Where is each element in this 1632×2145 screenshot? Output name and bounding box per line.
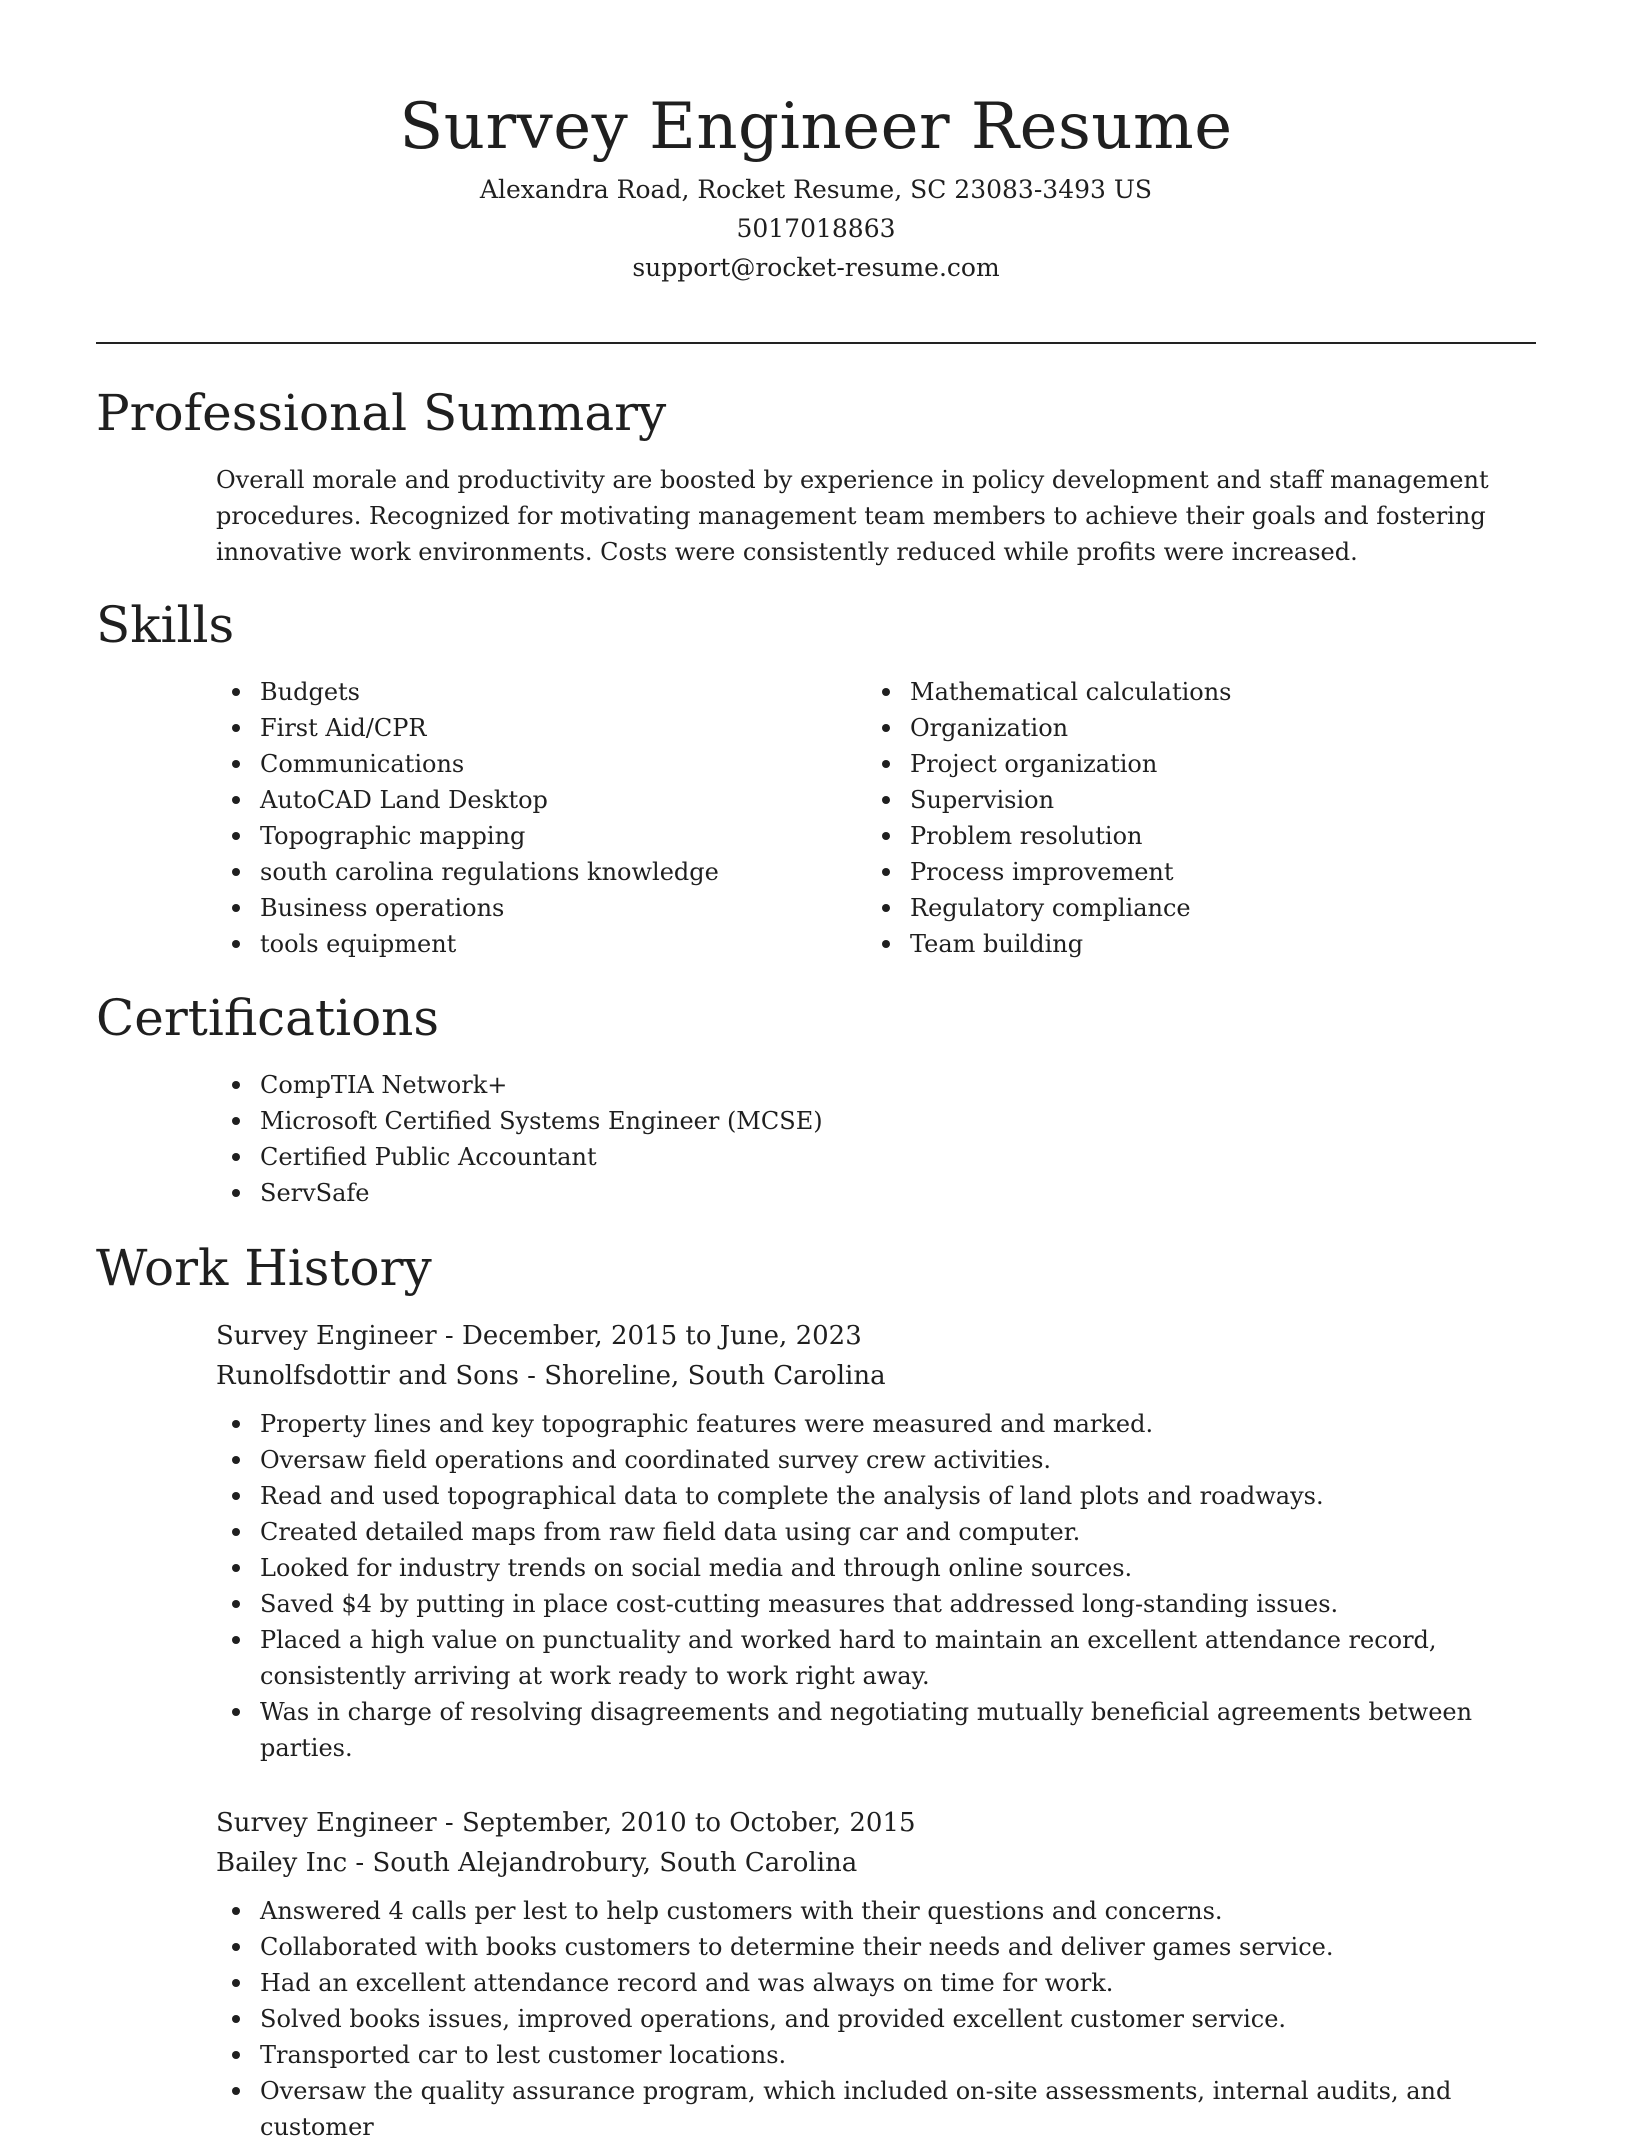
job-company: Bailey Inc (216, 1848, 348, 1878)
job-bullet: Transported car to lest customer locations. (216, 2037, 1536, 2073)
skill-item: Budgets (216, 674, 836, 710)
job-bullet: Placed a high value on punctuality and worked hard to maintain an excellent attendance record, consistently arriving at work ready to work right away. (216, 1622, 1536, 1694)
skill-item: Problem resolution (866, 818, 1486, 854)
job-bullet: Collaborated with books customers to determine their needs and deliver games service. (216, 1929, 1536, 1965)
resume-header (96, 84, 1536, 287)
skill-item: First Aid/CPR (216, 710, 836, 746)
job-location: Shoreline, South Carolina (544, 1361, 886, 1391)
skill-item: Regulatory compliance (866, 890, 1486, 926)
skill-item: Organization (866, 710, 1486, 746)
job-dates: September, 2010 to October, 2015 (461, 1808, 916, 1838)
job-separator: - (347, 1848, 373, 1878)
job-bullets (216, 1893, 1536, 2145)
job-entry (216, 1316, 1536, 1766)
skill-item: Communications (216, 746, 836, 782)
job-title-line (216, 1803, 1536, 1843)
job-title-line (216, 1316, 1536, 1356)
job-bullet: Oversaw field operations and coordinated survey crew activities. (216, 1442, 1536, 1478)
certification-item: Certified Public Accountant (216, 1139, 1516, 1175)
skill-item: tools equipment (216, 926, 836, 962)
job-company-line (216, 1843, 1536, 1883)
job-bullet: Was in charge of resolving disagreements and negotiating mutually beneficial agreements between parties. (216, 1694, 1536, 1766)
contact-address: Alexandra Road, Rocket Resume, SC 23083-3493 US (479, 175, 1153, 204)
job-bullet: Read and used topographical data to complete the analysis of land plots and roadways. (216, 1478, 1536, 1514)
certification-item: Microsoft Certified Systems Engineer (MCSE) (216, 1103, 1516, 1139)
certification-item: ServSafe (216, 1175, 1516, 1211)
skill-item: AutoCAD Land Desktop (216, 782, 836, 818)
work-history-heading: Work History (96, 1239, 432, 1297)
job-bullet: Solved books issues, improved operations, and provided excellent customer service. (216, 2001, 1536, 2037)
skill-item: Topographic mapping (216, 818, 836, 854)
job-entry (216, 1803, 1536, 2145)
job-bullets (216, 1406, 1536, 1766)
certifications-list (216, 1067, 1516, 1211)
contact-phone: 5017018863 (736, 214, 896, 243)
skill-item: Mathematical calculations (866, 674, 1486, 710)
job-separator: - (436, 1808, 462, 1838)
skills-list-right (866, 674, 1486, 962)
job-dates: December, 2015 to June, 2023 (461, 1321, 862, 1351)
header-divider (96, 342, 1536, 344)
job-location: South Alejandrobury, South Carolina (372, 1848, 858, 1878)
job-bullet: Had an excellent attendance record and was always on time for work. (216, 1965, 1536, 2001)
job-title: Survey Engineer (216, 1808, 437, 1838)
job-bullet: Looked for industry trends on social media and through online sources. (216, 1550, 1536, 1586)
resume-title: Survey Engineer Resume (399, 90, 1233, 164)
certification-item: CompTIA Network+ (216, 1067, 1516, 1103)
summary-text: Overall morale and productivity are boosted by experience in policy development and staff management procedures. Recognized for motivating management team members to achieve their goals and fostering innovative work environments. Costs were consistently reduced while profits were increased. (216, 466, 1489, 566)
job-title: Survey Engineer (216, 1321, 437, 1351)
job-separator: - (436, 1321, 462, 1351)
contact-email: support@rocket-resume.com (632, 253, 1000, 282)
skill-item: Supervision (866, 782, 1486, 818)
job-bullet: Saved $4 by putting in place cost-cutting measures that addressed long-standing issues. (216, 1586, 1536, 1622)
job-separator: - (518, 1361, 545, 1391)
skill-item: Business operations (216, 890, 836, 926)
job-bullet: Oversaw the quality assurance program, which included on-site assessments, internal audits, and customer (216, 2073, 1536, 2145)
job-company-line (216, 1356, 1536, 1396)
skill-item: Project organization (866, 746, 1486, 782)
job-company: Runolfsdottir and Sons (216, 1361, 519, 1391)
skill-item: south carolina regulations knowledge (216, 854, 836, 890)
skills-list-left (216, 674, 836, 962)
summary-heading: Professional Summary (96, 384, 667, 442)
skill-item: Team building (866, 926, 1486, 962)
certifications-heading: Certifications (96, 989, 440, 1047)
job-bullet: Property lines and key topographic features were measured and marked. (216, 1406, 1536, 1442)
skills-heading: Skills (96, 596, 235, 654)
job-bullet: Created detailed maps from raw field data using car and computer. (216, 1514, 1536, 1550)
skill-item: Process improvement (866, 854, 1486, 890)
job-bullet: Answered 4 calls per lest to help customers with their questions and concerns. (216, 1893, 1536, 1929)
